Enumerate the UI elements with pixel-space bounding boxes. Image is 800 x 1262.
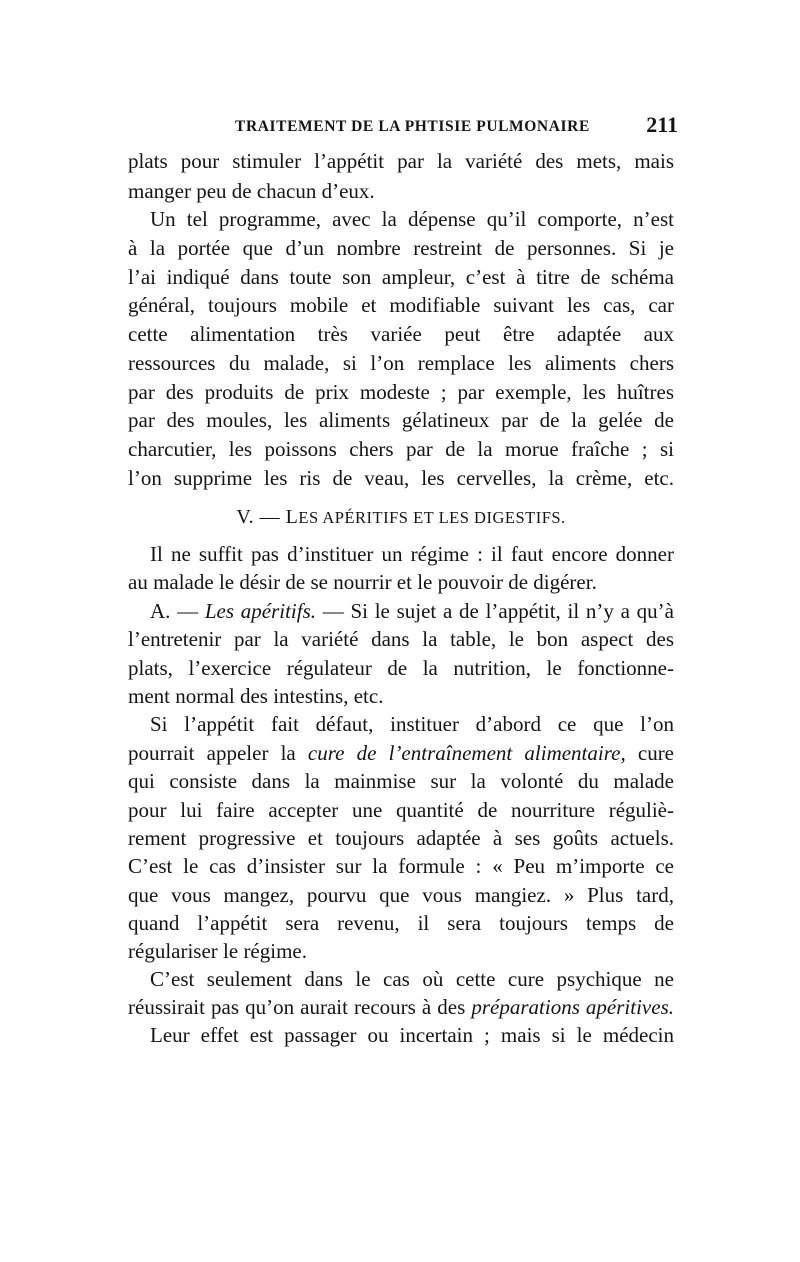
running-head: [125, 112, 680, 142]
text-line: qui consiste dans la mainmise sur la volonté du malade: [128, 769, 674, 793]
text-line: Si l’appétit fait défaut, instituer d’abord ce que l’on: [150, 712, 674, 736]
text-line: régulariser le régime.: [128, 939, 307, 963]
text-line: l’on supprime les ris de veau, les cervelles, la crème, etc.: [128, 466, 674, 490]
text-line: rement progressive et toujours adaptée à ses goûts actuels.: [128, 826, 674, 850]
text-line: charcutier, les poissons chers par de la morue fraîche ; si: [128, 437, 674, 461]
cure-after: , cure: [620, 741, 675, 765]
text-line: à la portée que d’un nombre restreint de personnes. Si je: [128, 236, 674, 260]
aperitifs-lead-line: [128, 596, 674, 626]
section-heading: [128, 502, 674, 532]
aperitifs-title: Les apéritifs.: [204, 599, 317, 623]
cure-term: cure de l’entraînement alimentaire: [307, 741, 621, 765]
section-heading-prefix: V. — L: [236, 506, 299, 528]
text-line: Un tel programme, avec la dépense qu’il comporte, n’est: [150, 207, 674, 231]
text-line: par des produits de prix modeste ; par exemple, les huîtres: [128, 380, 674, 404]
text-line: par des moules, les aliments gélatineux par de la gelée de: [128, 408, 674, 432]
text-line: manger peu de chacun d’eux.: [128, 179, 375, 203]
aperitifs-rest: — Si le sujet a de l’appétit, il n’y a qu’à: [322, 599, 675, 623]
section-heading-rest: ES APÉRITIFS ET LES DIGESTIFS.: [298, 508, 566, 527]
running-title: TRAITEMENT DE LA PHTISIE PULMONAIRE: [235, 118, 590, 135]
text-line: pour lui faire accepter une quantité de nourriture réguliè-: [128, 798, 674, 822]
cure-before: pourrait appeler la: [128, 741, 308, 765]
page-number: 211: [646, 112, 678, 137]
text-line: cette alimentation très variée peut être adaptée aux: [128, 322, 674, 346]
preparations-line: [128, 992, 674, 1022]
text-line: l’ai indiqué dans toute son ampleur, c’est à titre de schéma: [128, 265, 674, 289]
text-line: quand l’appétit sera revenu, il sera toujours temps de: [128, 911, 674, 935]
text-line: au malade le désir de se nourrir et le pouvoir de digérer.: [128, 570, 597, 594]
text-line: C’est le cas d’insister sur la formule : « Peu m’importe ce: [128, 854, 674, 878]
text-line: l’entretenir par la variété dans la table, le bon aspect des: [128, 627, 674, 651]
text-line: Leur effet est passager ou incertain ; mais si le médecin: [150, 1023, 674, 1047]
text-line: C’est seulement dans le cas où cette cure psychique ne: [150, 967, 674, 991]
text-line: plats pour stimuler l’appétit par la variété des mets, mais: [128, 149, 674, 173]
text-line: ment normal des intestins, etc.: [128, 684, 384, 708]
text-line: que vous mangez, pourvu que vous mangiez. » Plus tard,: [128, 883, 674, 907]
cure-line: [128, 738, 674, 768]
text-line: Il ne suffit pas d’instituer un régime : il faut encore donner: [150, 542, 674, 566]
text-line: général, toujours mobile et modifiable suivant les cas, car: [128, 293, 674, 317]
aperitifs-label: A. —: [150, 599, 205, 623]
preparations-term: préparations apéritives.: [471, 995, 674, 1019]
text-line: plats, l’exercice régulateur de la nutrition, le fonctionne-: [128, 656, 674, 680]
text-line: ressources du malade, si l’on remplace les aliments chers: [128, 351, 674, 375]
preparations-before: réussirait pas qu’on aurait recours à des: [128, 995, 472, 1019]
